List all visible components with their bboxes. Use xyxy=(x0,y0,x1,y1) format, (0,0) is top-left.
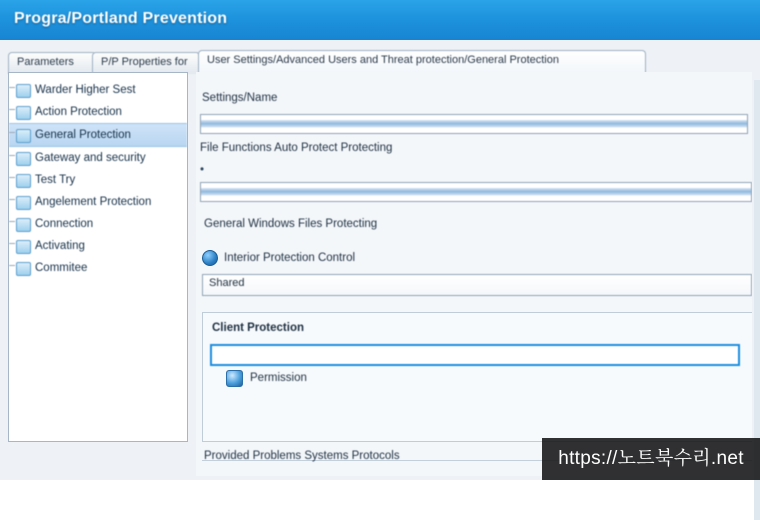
window-titlebar xyxy=(0,0,760,41)
option-label: Interior Protection Control xyxy=(224,252,356,264)
option-radio-icon[interactable] xyxy=(202,250,218,266)
navigation-tree[interactable] xyxy=(8,72,188,442)
watermark: https://노트북수리.net xyxy=(542,438,760,480)
folder-icon xyxy=(16,84,31,98)
folder-icon xyxy=(16,218,31,232)
folder-icon xyxy=(16,152,31,166)
folder-icon xyxy=(16,262,31,276)
window-body xyxy=(0,40,760,480)
tree-item-angelement-protection[interactable] xyxy=(9,191,187,213)
tree-item-activating[interactable] xyxy=(9,235,187,257)
expander-icon xyxy=(9,109,15,110)
client-protection-input[interactable] xyxy=(210,344,740,366)
tree-item-label: Activating xyxy=(35,240,85,252)
expander-icon xyxy=(9,221,15,222)
tree-item-connection[interactable] xyxy=(9,213,187,235)
settings-name-input[interactable] xyxy=(200,114,748,134)
folder-icon xyxy=(16,240,31,254)
tree-item-label: Warder Higher Sest xyxy=(35,84,136,96)
client-protection-title: Client Protection xyxy=(212,322,305,334)
tree-item-label: Test Try xyxy=(35,174,76,186)
tab-general-protection[interactable]: User Settings/Advanced Users and Threat protection/General Protection xyxy=(198,50,646,74)
tree-item-action-protection[interactable] xyxy=(9,101,187,123)
expander-icon xyxy=(9,87,15,88)
tree-item-test-try[interactable] xyxy=(9,169,187,191)
folder-icon xyxy=(16,174,31,188)
window-title: Progra/Portland Prevention xyxy=(14,10,228,27)
tab-pp-properties[interactable]: P/P Properties for xyxy=(92,52,200,74)
tree-item-label: Action Protection xyxy=(35,106,122,118)
tree-item-label: General Protection xyxy=(35,129,131,141)
tree-item-label: Gateway and security xyxy=(35,152,146,164)
tab-strip xyxy=(8,48,752,74)
folder-icon xyxy=(16,129,31,143)
folder-icon xyxy=(16,196,31,210)
functions-autoprotect-label: File Functions Auto Protect Protecting xyxy=(200,142,393,154)
permission-row-label: Permission xyxy=(250,372,307,384)
tree-item-label: Angelement Protection xyxy=(35,196,152,208)
functions-autoprotect-input[interactable] xyxy=(200,182,752,202)
expander-icon xyxy=(9,155,15,156)
tab-parameters[interactable]: Parameters xyxy=(8,52,96,74)
footer-note: Provided Problems Systems Protocols xyxy=(204,450,400,462)
tree-item-general-protection[interactable] xyxy=(9,123,187,147)
settings-content-pane xyxy=(196,72,752,476)
expander-icon xyxy=(9,199,15,200)
tree-item-label: Commitee xyxy=(35,262,88,274)
expander-icon xyxy=(9,265,15,266)
tree-item-label: Connection xyxy=(35,218,94,230)
tree-item-warder-higher-sest[interactable] xyxy=(9,79,187,101)
shared-path-input[interactable]: Shared xyxy=(202,274,752,296)
general-windows-files-label: General Windows Files Protecting xyxy=(204,218,378,230)
tree-item-gateway-and-security[interactable] xyxy=(9,147,187,169)
folder-icon xyxy=(16,106,31,120)
expander-icon xyxy=(9,243,15,244)
settings-name-label: Settings/Name xyxy=(202,92,278,104)
expander-icon xyxy=(9,132,15,133)
globe-icon xyxy=(226,370,243,387)
tree-item-commitee[interactable] xyxy=(9,257,187,279)
expander-icon xyxy=(9,177,15,178)
subsection-label: • xyxy=(200,164,205,176)
